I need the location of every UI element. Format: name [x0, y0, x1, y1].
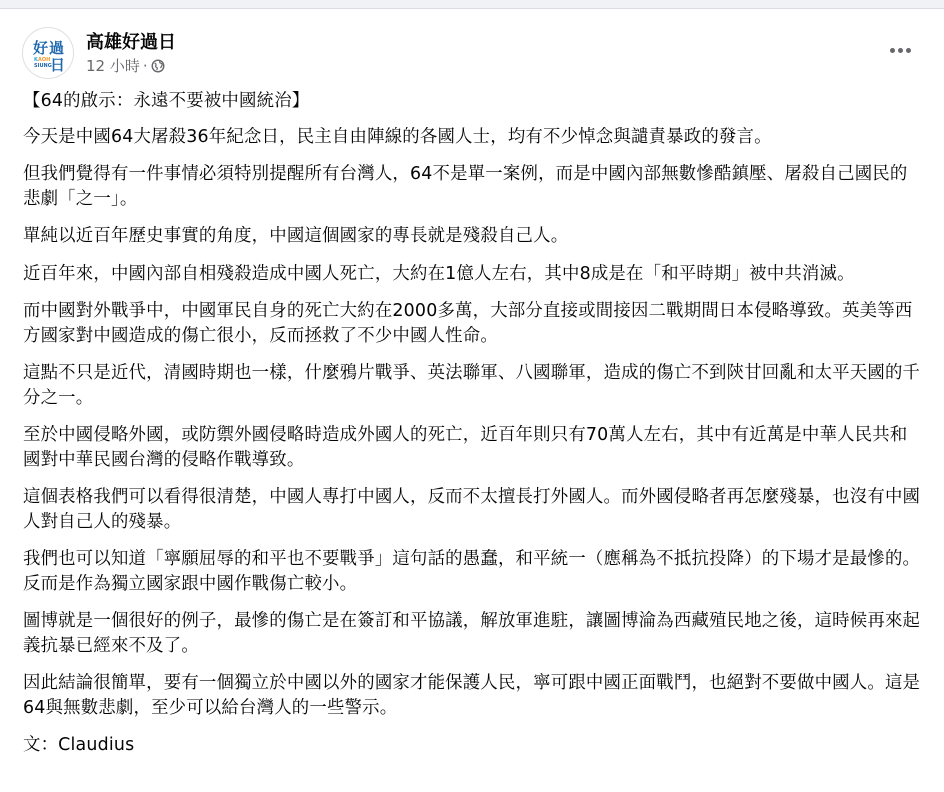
- page-name-link[interactable]: 高雄好過日: [86, 31, 176, 53]
- post-timestamp[interactable]: 12 小時: [86, 56, 140, 75]
- post-paragraph: 因此結論很簡單，要有一個獨立於中國以外的國家才能保護人民，寧可跟中國正面戰鬥，也絕對不要做中國人。這是64與無數悲劇，至少可以給台灣人的一些警示。: [23, 673, 921, 718]
- feed-background-edge: [0, 0, 944, 9]
- post-paragraph: 這點不只是近代，清國時期也一樣，什麼鴉片戰爭、英法聯軍、八國聯軍，造成的傷亡不到陝甘回亂和太平天國的千分之一。: [23, 363, 921, 408]
- post-paragraph: 但我們覺得有一件事情必須特別提醒所有台灣人，64不是單一案例，而是中國內部無數慘酷鎮壓、屠殺自己國民的悲劇「之一」。: [23, 164, 908, 209]
- more-options-button[interactable]: [882, 40, 918, 60]
- post-author-credit: 文：Claudius: [23, 735, 135, 755]
- post-paragraph: 而中國對外戰爭中，中國軍民自身的死亡大約在2000多萬，大部分直接或間接因二戰期間日本侵略導致。英美等西方國家對中國造成的傷亡很小，反而拯救了不少中國人性命。: [23, 301, 913, 346]
- post-title: 【64的啟示：永遠不要被中國統治】: [23, 91, 310, 111]
- globe-icon[interactable]: [151, 59, 165, 73]
- meta-separator: ·: [142, 56, 148, 75]
- more-options-icon-dot-2: [898, 48, 903, 53]
- post-text: [23, 89, 923, 771]
- logo-small-text-3: SIUNG: [34, 63, 52, 69]
- post-header-text: [86, 31, 176, 76]
- more-options-icon-dot-3: [906, 48, 911, 53]
- post-meta: [86, 56, 176, 76]
- logo-char-hao: 好: [33, 39, 49, 57]
- post-paragraph: 這個表格我們可以看得很清楚，中國人專打中國人，反而不太擅長打外國人。而外國侵略者再怎麼殘暴，也沒有中國人對自己人的殘暴。: [23, 487, 921, 532]
- logo-small-text-1: K: [34, 57, 38, 63]
- post-paragraph: 今天是中國64大屠殺36年紀念日，民主自由陣線的各國人士，均有不少悼念與譴責暴政的發言。: [23, 126, 772, 147]
- post-paragraph: 至於中國侵略外國，或防禦外國侵略時造成外國人的死亡，近百年則只有70萬人左右，其中有近萬是中華人民共和國對中華民國台灣的侵略作戰導致。: [23, 425, 908, 470]
- kaohsiung-logo-icon: [23, 28, 74, 79]
- post-paragraph: 圖博就是一個很好的例子，最慘的傷亡是在簽訂和平協議，解放軍進駐，讓圖博淪為西藏殖民地之後，這時候再來起義抗暴已經來不及了。: [23, 611, 921, 656]
- more-options-icon: [890, 48, 895, 53]
- logo-char-guo: 過: [49, 39, 65, 57]
- facebook-post: [0, 9, 944, 792]
- page-avatar[interactable]: [22, 27, 74, 79]
- post-paragraph: 單純以近百年歷史事實的角度，中國這個國家的專長就是殘殺自己人。: [23, 226, 569, 246]
- post-header: [22, 28, 176, 78]
- logo-char-ri: 日: [50, 56, 66, 74]
- post-paragraph: 近百年來，中國內部自相殘殺造成中國人死亡，大約在1億人左右，其中8成是在「和平時期」被中共消滅。: [23, 263, 855, 284]
- logo-small-text-2: AOH: [38, 57, 51, 63]
- post-paragraph: 我們也可以知道「寧願屈辱的和平也不要戰爭」這句話的愚蠢，和平統一（應稱為不抵抗投降）的下場才是最慘的。反而是作為獨立國家跟中國作戰傷亡較小。: [23, 549, 921, 594]
